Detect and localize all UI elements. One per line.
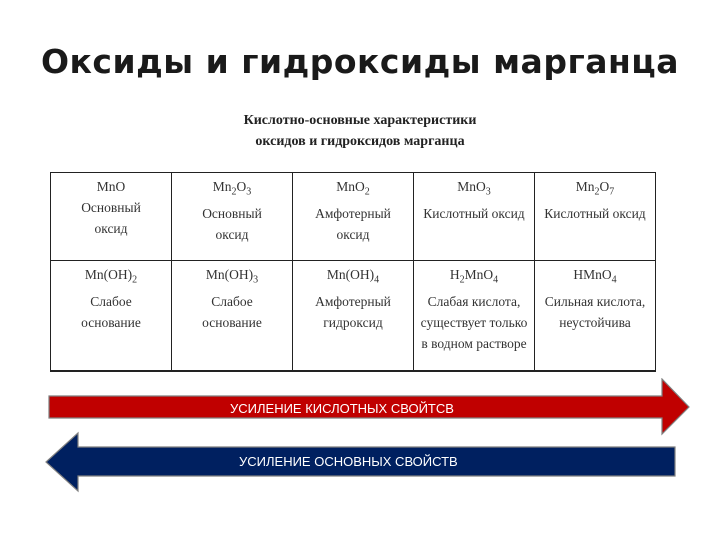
cell-text: оксид (94, 221, 128, 236)
cell-text: Слабая кислота, (427, 293, 521, 309)
cell-formula: $Mn_2O_3$ (212, 179, 252, 198)
acidic-properties-label: УСИЛЕНИЕ КИСЛОТНЫХ СВОЙТСВ (230, 401, 454, 416)
cell-mno3 (414, 173, 535, 261)
cell-formula: MnO$_2$ (336, 179, 370, 198)
cell-text: в водном растворе (421, 335, 527, 351)
cell-text: Основный (81, 200, 141, 215)
slide-title: Оксиды и гидроксиды марганца (40, 42, 679, 81)
cell-mnoh4 (293, 261, 414, 372)
cell-formula: $Mn(OH)_3$ (205, 267, 259, 286)
cell-hmno4 (535, 261, 656, 372)
cell-formula: MnO (96, 179, 126, 194)
table-caption-line-1: Кислотно-основные характеристики (243, 113, 477, 128)
cell-mn2o7 (535, 173, 656, 261)
cell-text: оксид (215, 226, 249, 242)
cell-text: неустойчива (559, 314, 631, 330)
cell-text: основание (81, 314, 141, 330)
cell-mno (51, 173, 172, 261)
cell-mno2 (293, 173, 414, 261)
cell-text: существует только (420, 314, 528, 330)
cell-formula: MnO$_3$ (457, 179, 491, 198)
cell-formula: $Mn_2O_7$ (575, 179, 615, 198)
cell-text: Амфотерный (315, 205, 391, 221)
cell-h2mno4 (414, 261, 535, 372)
cell-text: основание (202, 314, 262, 330)
cell-text: оксид (336, 226, 370, 242)
cell-text: Амфотерный (315, 293, 391, 309)
cell-mnoh2 (51, 261, 172, 372)
cell-mn2o3 (172, 173, 293, 261)
hydroxides-row (51, 261, 656, 372)
cell-text: Слабое (90, 293, 132, 309)
cell-text: Кислотный оксид (544, 205, 646, 221)
cell-formula: $Mn(OH)_4$ (326, 267, 380, 286)
table-caption (200, 110, 520, 152)
cell-formula: HMnO$_4$ (573, 267, 617, 286)
cell-text: Основный (202, 205, 262, 221)
cell-mnoh3 (172, 261, 293, 372)
table-caption-line-2: оксидов и гидроксидов марганца (255, 134, 465, 149)
cell-text: гидроксид (323, 314, 383, 330)
basic-properties-label: УСИЛЕНИЕ ОСНОВНЫХ СВОЙСТВ (239, 454, 458, 469)
oxides-row (51, 173, 656, 261)
cell-text: Кислотный оксид (423, 205, 525, 221)
cell-text: Сильная кислота, (544, 293, 646, 309)
cell-formula: $H_2MnO_4$ (449, 267, 499, 286)
cell-text: Слабое (211, 293, 253, 309)
cell-formula: $Mn(OH)_2$ (84, 267, 138, 286)
manganese-compounds-table (50, 172, 656, 372)
